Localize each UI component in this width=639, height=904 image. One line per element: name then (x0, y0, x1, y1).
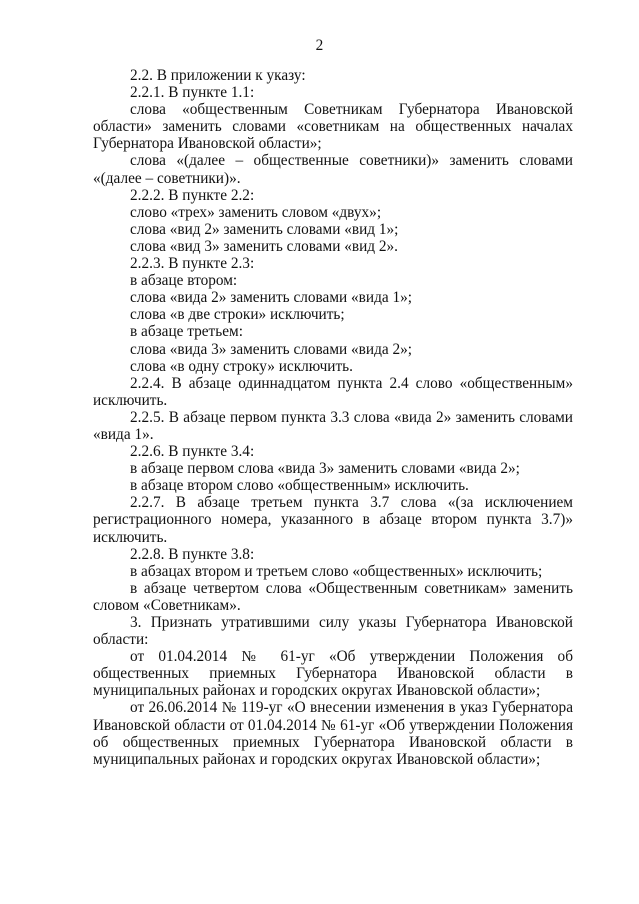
paragraph: слова «вида 2» заменить словами «вида 1»; (130, 289, 413, 307)
paragraph: 3. Признать утратившими силу указы Губернатора Ивановской области: (93, 614, 573, 649)
paragraph: 2.2. В приложении к указу: (130, 67, 306, 84)
paragraph: 2.2.1. В пункте 1.1: (130, 84, 255, 102)
paragraph: слова «в две строки» исключить; (130, 306, 345, 324)
paragraph: в абзацах втором и третьем слово «общественных» исключить; (130, 562, 543, 580)
paragraph: 2.2.2. В пункте 2.2: (130, 186, 255, 204)
paragraph: 2.2.4. В абзаце одиннадцатом пункта 2.4 слово «общественным» исключить. (93, 374, 573, 409)
paragraph: 2.2.8. В пункте 3.8: (130, 545, 255, 563)
paragraph: 2.2.7. В абзаце третьем пункта 3.7 слова «(за исключением регистрационного номера, указанного в абзаце втором пункта 3.7)» исключить. (93, 494, 573, 546)
paragraph: слова «в одну строку» исключить. (130, 357, 353, 375)
paragraph: в абзаце третьем: (130, 323, 243, 341)
paragraph: в абзаце втором: (130, 272, 238, 290)
paragraph: от 26.06.2014 № 119-уг «О внесении изменения в указ Губернатора Ивановской области от 01.04.2014 № 61-уг «Об утверждении Положения об общественных приемных Губернатора Ивановской области в муниципальных районах и городских округах Ивановской области»; (93, 699, 573, 768)
paragraph: в абзаце четвертом слова «Общественным советникам» заменить словом «Советникам». (93, 579, 573, 614)
paragraph: слово «трех» заменить словом «двух»; (130, 203, 382, 221)
paragraph: в абзаце втором слово «общественным» исключить. (130, 477, 469, 495)
paragraph: слова «вид 3» заменить словами «вид 2». (130, 237, 399, 255)
page-number: 2 (315, 37, 324, 54)
paragraph: 2.2.5. В абзаце первом пункта 3.3 слова «вида 2» заменить словами «вида 1». (93, 408, 573, 443)
paragraph: в абзаце первом слова «вида 3» заменить словами «вида 2»; (130, 460, 520, 478)
paragraph: 2.2.3. В пункте 2.3: (130, 255, 255, 273)
paragraph: слова «вида 3» заменить словами «вида 2»; (130, 340, 413, 358)
document-body (93, 67, 573, 768)
paragraph: от 01.04.2014 № 61-уг «Об утверждении Положения об общественных приемных Губернатора Ивановской области в муниципальных районах и городских округах Ивановской области»; (93, 648, 573, 700)
paragraph: слова «вид 2» заменить словами «вид 1»; (130, 220, 399, 238)
paragraph: 2.2.6. В пункте 3.4: (130, 443, 255, 461)
paragraph: слова «(далее – общественные советники)» заменить словами «(далее – советники)». (93, 152, 573, 187)
paragraph: слова «общественным Советникам Губернатора Ивановской области» заменить словами «советникам на общественных началах Губернатора Ивановской области»; (93, 101, 573, 153)
